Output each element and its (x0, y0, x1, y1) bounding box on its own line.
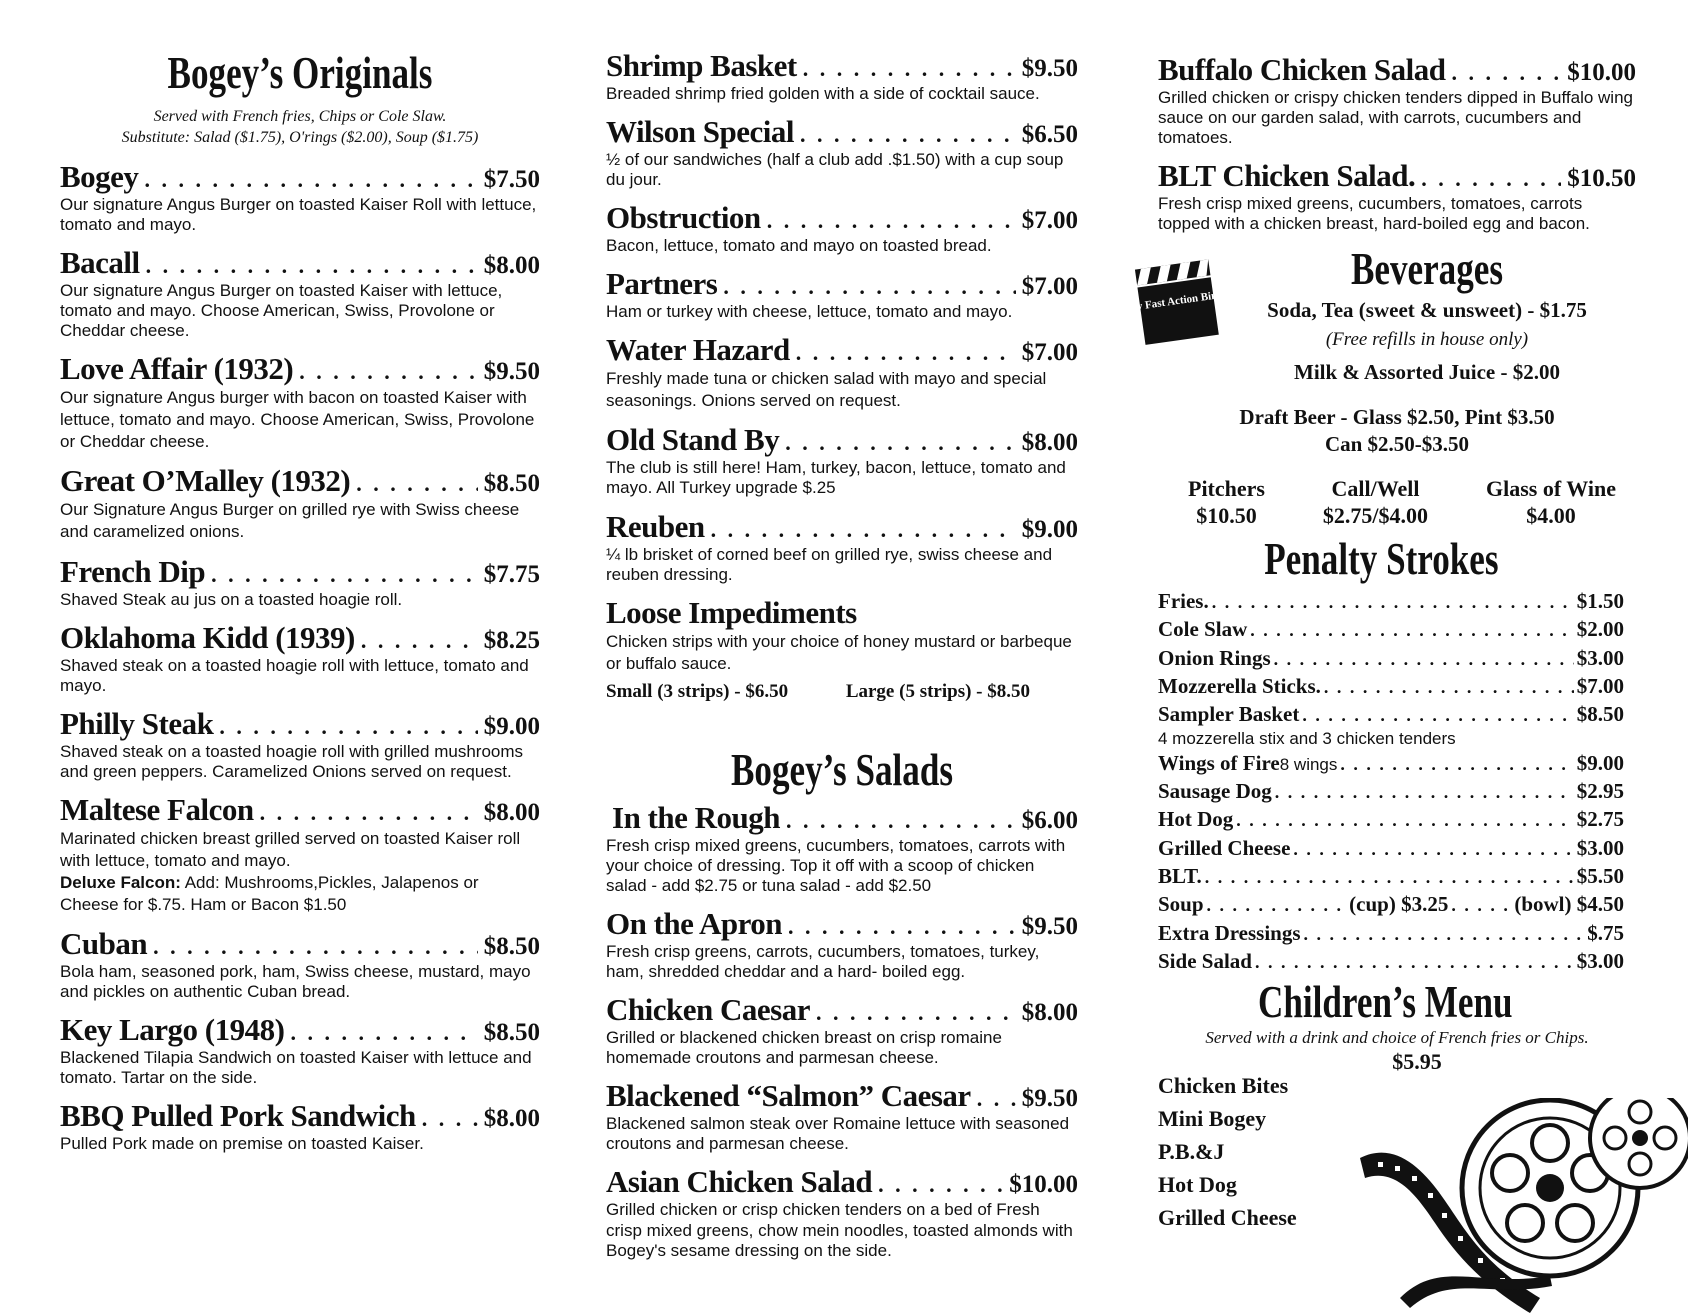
kids-item: Chicken Bites (1158, 1072, 1289, 1098)
item-description: Fresh crisp greens, carrots, cucumbers, tomatoes, turkey, ham, shredded cheddar and a hard- boiled egg. (606, 942, 1040, 982)
draft-line: Draft Beer - Glass $2.50, Pint $3.50 (1239, 405, 1555, 430)
item-description: Breaded shrimp fried golden with a side of cocktail sauce. (606, 84, 1040, 103)
item-description: Chicken strips with your choice of honey mustard or barbeque or buffalo sauce. (606, 631, 1072, 673)
menu-item (60, 620, 540, 696)
item-price: $7.50 (483, 165, 540, 193)
menu-item (606, 332, 1078, 412)
item-name: Buffalo Chicken Salad (1158, 52, 1446, 87)
children-price: $5.95 (1392, 1048, 1442, 1074)
item-price: $9.50 (1021, 913, 1078, 941)
item-description: ½ of our sandwiches (half a club add .$1.50) with a cup soup du jour. (606, 150, 1064, 190)
right-column (1158, 52, 1636, 1234)
pitchers-label: Pitchers (1188, 475, 1265, 501)
menu-item (606, 422, 1078, 498)
originals-subtitle: Served with French fries, Chips or Cole Slaw. (153, 108, 447, 126)
item-name: Loose Impediments (606, 594, 857, 630)
item-price: $6.50 (1021, 121, 1078, 149)
menu-item (606, 266, 1078, 322)
item-name: Obstruction (606, 200, 761, 236)
item-description: Shaved Steak au jus on a toasted hoagie roll. (60, 589, 403, 609)
item-name: Bacall (60, 244, 140, 280)
side-item: Wings of Fire 8 wings . . . $9.00 (1158, 749, 1624, 777)
item-name: Partners (606, 266, 718, 302)
item-price: $8.25 (483, 626, 540, 654)
children-title: Children’s Menu (1258, 977, 1513, 1028)
item-description: ¼ lb brisket of corned beef on grilled rye, swiss cheese and reuben dressing. (606, 544, 1053, 584)
item-price: $9.50 (1021, 1085, 1078, 1113)
kids-item: Grilled Cheese (1158, 1204, 1297, 1230)
side-item: Cole Slaw . . . $2.00 (1158, 615, 1624, 643)
deluxe-text: Add: Mushrooms,Pickles, Jalapenos or Cheese for $.75. Ham or Bacon $1.50 (60, 872, 479, 915)
originals-title: Bogey’s Originals (167, 48, 433, 98)
item-name: Maltese Falcon (60, 791, 254, 827)
item-name: Shrimp Basket (606, 48, 797, 83)
middle-column (606, 48, 1078, 1261)
menu-item (606, 509, 1078, 585)
side-item: Hot Dog . . . $2.75 (1158, 805, 1624, 833)
item-name: Great O’Malley (1932) (60, 463, 351, 499)
item-name: French Dip (60, 553, 206, 589)
item-name: Old Stand By (606, 422, 780, 458)
menu-item (60, 792, 540, 916)
side-item: Sausage Dog . . . $2.95 (1158, 777, 1624, 805)
item-price: $8.00 (1021, 429, 1078, 457)
item-name: Cuban (60, 926, 148, 962)
item-name: Key Largo (1948) (60, 1012, 285, 1048)
pitchers-price: $10.50 (1196, 503, 1257, 529)
item-description: Ham or turkey with cheese, lettuce, tomato and mayo. (606, 302, 1013, 322)
item-description: The club is still here! Ham, turkey, bacon, lettuce, tomato and mayo. All Turkey upgrade $.25 (606, 458, 1066, 498)
call-price: $2.75/$4.00 (1322, 503, 1429, 529)
menu-item (1158, 52, 1636, 148)
menu-item (60, 706, 540, 782)
side-item: Sampler Basket . . . $8.50 (1158, 700, 1624, 728)
item-description: Shaved steak on a toasted hoagie roll with lettuce, tomato and mayo. (60, 655, 529, 695)
menu-item (60, 926, 540, 1002)
item-name: Asian Chicken Salad (606, 1164, 873, 1200)
item-price: $10.00 (1009, 1171, 1078, 1199)
menu-item (60, 1098, 540, 1154)
item-name: BLT Chicken Salad. (1158, 158, 1416, 194)
side-item: Onion Rings . . . $3.00 (1158, 644, 1624, 672)
item-name: Bogey (60, 158, 139, 194)
menu-item (606, 48, 1078, 104)
side-item: Extra Dressings . . . $.75 (1158, 919, 1624, 947)
side-item: Fries. . . . $1.50 (1158, 587, 1624, 615)
item-description: Our signature Angus Burger on toasted Kaiser Roll with lettuce, tomato and mayo. (60, 194, 537, 234)
item-description: Blackened salmon steak over Romaine lettuce with seasoned croutons and parmesan cheese. (606, 1114, 1070, 1154)
item-description: Bacon, lettuce, tomato and mayo on toasted bread. (606, 236, 992, 256)
item-description: Grilled chicken or crispy chicken tenders dipped in Buffalo wing sauce on our garden salad, with carrots, cucumbers and tomatoes. (1158, 88, 1633, 148)
item-price: $9.00 (1021, 515, 1078, 543)
item-description: Blackened Tilapia Sandwich on toasted Kaiser with lettuce and tomato. Tartar on the side. (60, 1048, 532, 1088)
kids-item: Mini Bogey (1158, 1105, 1267, 1131)
menu-item (606, 906, 1078, 982)
item-description: Bola ham, seasoned pork, ham, Swiss cheese, mustard, mayo and pickles on authentic Cuban bread. (60, 962, 531, 1002)
item-price: $7.00 (1021, 339, 1078, 367)
item-name: Wilson Special (606, 114, 794, 150)
item-name: BBQ Pulled Pork Sandwich (60, 1098, 416, 1134)
menu-item (60, 1012, 540, 1088)
item-price: $8.00 (483, 1105, 540, 1133)
side-item: Soup . . . (cup) $3.25 . . . (bowl) $4.50 (1158, 890, 1624, 918)
menu-item (60, 351, 540, 453)
menu-item (606, 200, 1078, 256)
menu-item (606, 114, 1078, 190)
menu-item (1158, 158, 1636, 234)
item-description: Grilled chicken or crisp chicken tenders on a bed of Fresh crisp mixed greens, chow mein noodles, toasted almonds with Bogey's sesame dressing on the side. (606, 1200, 1073, 1260)
side-item: BLT. . . . $5.50 (1158, 862, 1624, 890)
item-price: $8.50 (483, 1019, 540, 1047)
menu-item (606, 1078, 1078, 1154)
item-price: $9.50 (483, 358, 540, 386)
wine-price: $4.00 (1526, 503, 1576, 529)
item-name: In the Rough (612, 800, 780, 836)
call-label: Call/Well (1331, 475, 1420, 501)
item-price: $7.00 (1021, 207, 1078, 235)
item-description: Our signature Angus burger with bacon on toasted Kaiser with lettuce, tomato and mayo. Choose American, Swiss, Provolone or Cheddar cheese. (60, 388, 535, 452)
item-description: Pulled Pork made on premise on toasted Kaiser. (60, 1134, 424, 1154)
item-price: $9.00 (483, 712, 540, 740)
children-subtitle: Served with a drink and choice of French fries or Chips. (1205, 1027, 1589, 1047)
clapper-text: Play Fast Action Bingo! (1132, 287, 1224, 315)
originals-column (60, 50, 540, 1154)
item-description: Our Signature Angus Burger on grilled rye with Swiss cheese and caramelized onions. (60, 500, 520, 542)
penalty-title: Penalty Strokes (1264, 533, 1499, 584)
item-name: Blackened “Salmon” Caesar (606, 1078, 971, 1114)
side-item: Grilled Cheese . . . $3.00 (1158, 834, 1624, 862)
item-price: $8.00 (483, 251, 540, 279)
item-price: $7.75 (483, 560, 540, 588)
milk-line: Milk & Assorted Juice - $2.00 (1294, 359, 1560, 384)
item-price: $10.00 (1567, 59, 1636, 86)
item-name: Love Affair (1932) (60, 351, 294, 387)
menu-item (60, 245, 540, 341)
menu-item (60, 159, 540, 235)
menu-item (60, 554, 540, 610)
menu-item (606, 1164, 1078, 1260)
item-price: $10.50 (1567, 165, 1636, 193)
item-description: Our signature Angus Burger on toasted Kaiser with lettuce, tomato and mayo. Choose American, Swiss, Provolone or Cheddar cheese. (60, 280, 503, 341)
item-name: On the Apron (606, 906, 783, 942)
penalty-list (1158, 587, 1636, 975)
item-description: Shaved steak on a toasted hoagie roll with grilled mushrooms and green peppers. Caramelized Onions served on request. (60, 741, 524, 781)
deluxe-label: Deluxe Falcon: (60, 872, 181, 892)
large-option: Large (5 strips) - $8.50 (845, 680, 1030, 702)
beverages-title: Beverages (1350, 244, 1504, 295)
item-price: $8.00 (483, 798, 540, 826)
item-name: Reuben (606, 508, 705, 544)
item-price: $8.50 (483, 470, 540, 498)
soda-line: Soda, Tea (sweet & unsweet) - $1.75 (1267, 298, 1587, 323)
item-description: Fresh crisp mixed greens, cucumbers, tomatoes, carrots topped with a chicken breast, hard-boiled egg and bacon. (1158, 194, 1590, 234)
item-price: $7.00 (1021, 273, 1078, 301)
item-price: $8.00 (1021, 999, 1078, 1027)
menu-item (606, 992, 1078, 1068)
item-description: Freshly made tuna or chicken salad with mayo and special seasonings. Onions served on request. (606, 369, 1047, 411)
small-option: Small (3 strips) - $6.50 (606, 680, 789, 702)
sampler-note: 4 mozzerella stix and 3 chicken tenders (1158, 728, 1456, 748)
beverages-section (1158, 246, 1636, 386)
side-item: Side Salad . . . $3.00 (1158, 947, 1624, 975)
item-price: $9.50 (1021, 55, 1078, 82)
item-description: Fresh crisp mixed greens, cucumbers, tomatoes, carrots with your choice of dressing. Top it off with a scoop of chicken salad - add $2.75 or tuna salad - add $2.50 (606, 836, 1066, 896)
item-description: Grilled or blackened chicken breast on crisp romaine homemade croutons and parmesan cheese. (606, 1028, 1002, 1068)
item-name: Oklahoma Kidd (1939) (60, 619, 355, 655)
item-name: Chicken Caesar (606, 992, 810, 1028)
item-name: Water Hazard (606, 332, 790, 368)
item-price: $6.00 (1021, 807, 1078, 835)
menu-item (606, 800, 1078, 896)
item-price: $8.50 (483, 933, 540, 961)
drink-prices (1158, 475, 1636, 530)
refills-note: (Free refills in house only) (1325, 328, 1529, 350)
item-description: Marinated chicken breast grilled served on toasted Kaiser roll with lettuce, tomato and mayo. (60, 828, 521, 870)
salads-title: Bogey’s Salads (730, 744, 954, 795)
menu-item (606, 595, 1078, 703)
can-line: Can $2.50-$3.50 (1324, 432, 1470, 457)
film-reel-icon (1340, 1098, 1688, 1313)
kids-item: Hot Dog (1158, 1171, 1237, 1197)
item-name: Philly Steak (60, 705, 214, 741)
wine-label: Glass of Wine (1486, 475, 1616, 501)
side-item: Mozzerella Sticks. . . . $7.00 (1158, 672, 1624, 700)
clapperboard-icon (1133, 257, 1224, 349)
menu-item (60, 463, 540, 543)
originals-substitute: Substitute: Salad ($1.75), O'rings ($2.00), Soup ($1.75) (121, 129, 479, 147)
kids-item: P.B.&J (1158, 1138, 1225, 1164)
